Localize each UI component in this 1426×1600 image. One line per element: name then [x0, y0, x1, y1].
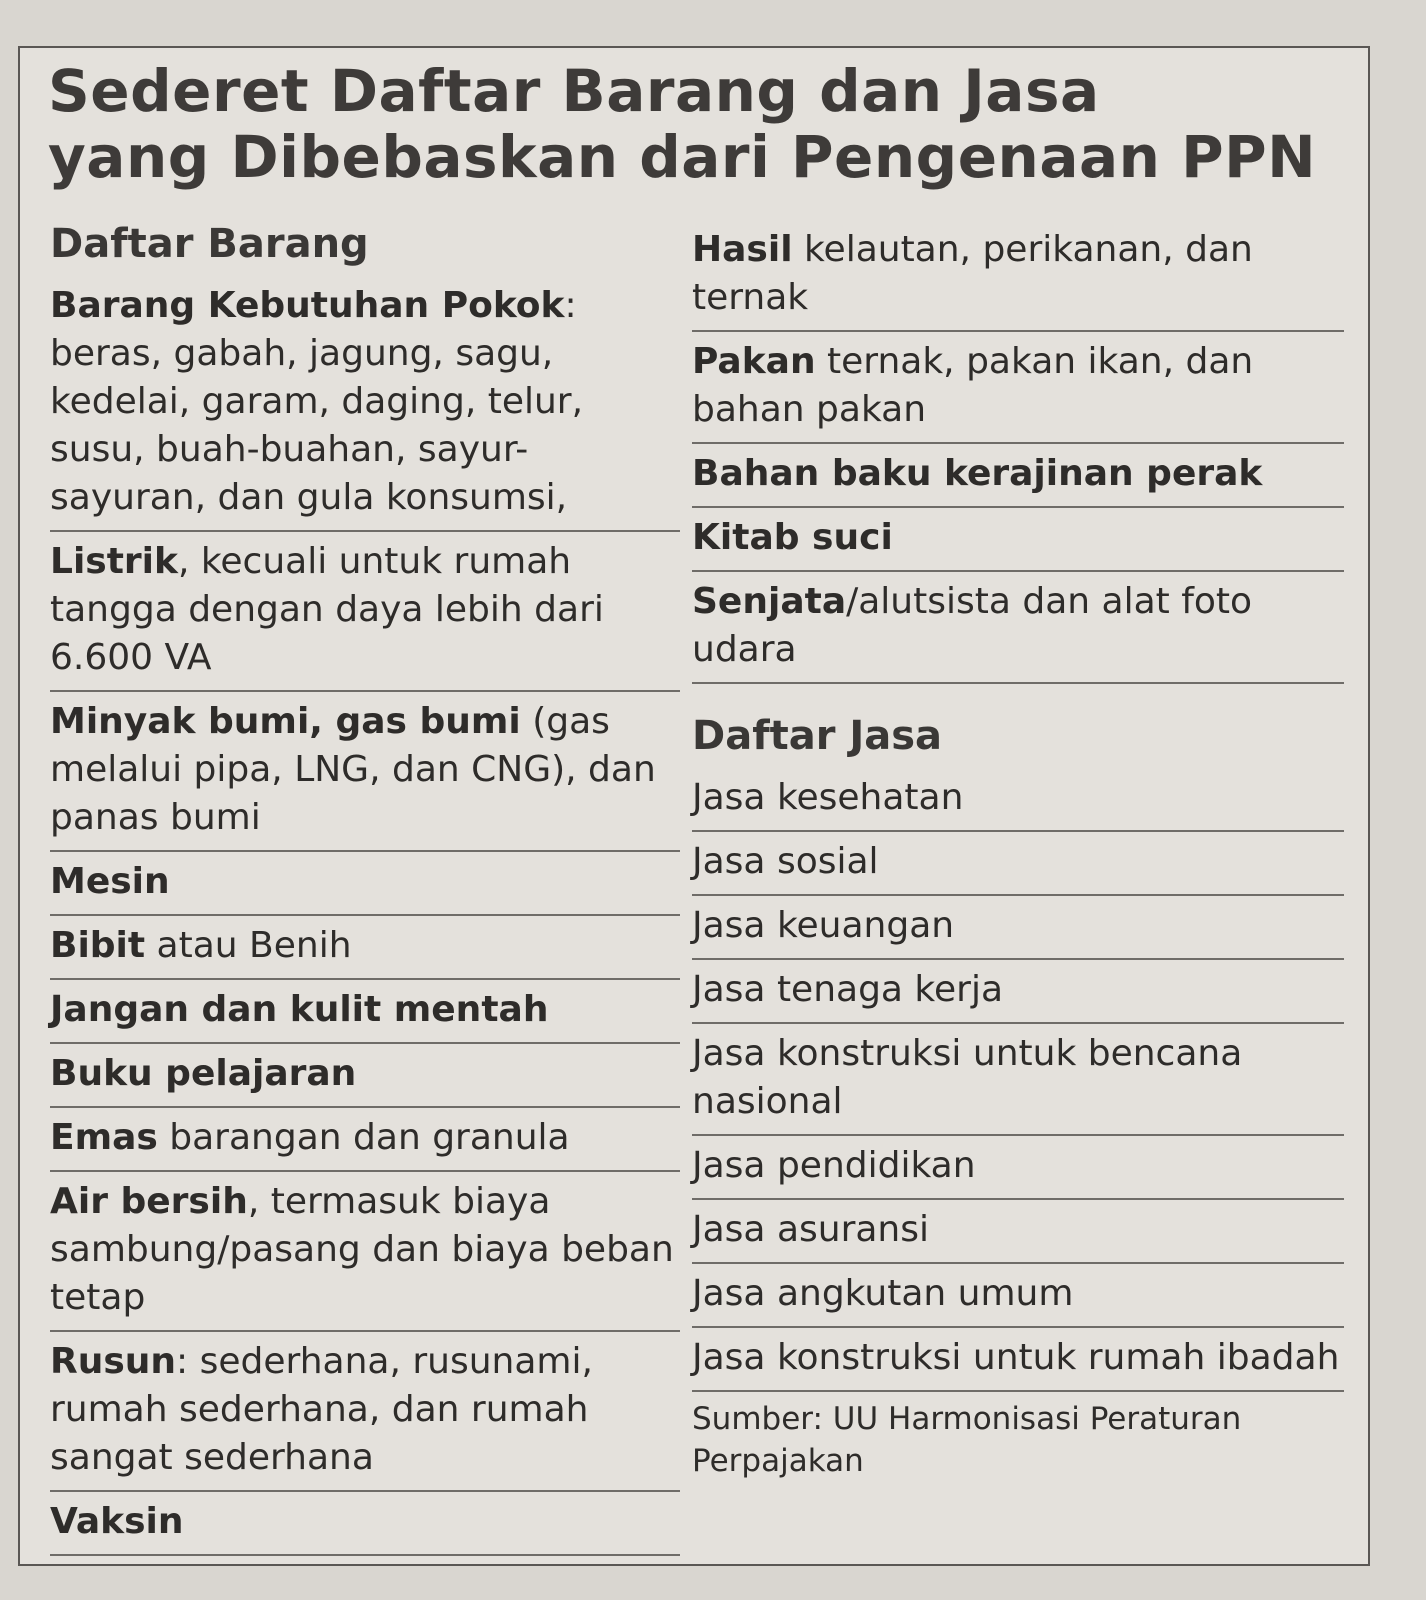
item-jangan-kulit-mentah: Jangan dan kulit mentah	[50, 980, 680, 1044]
heading-daftar-jasa: Daftar Jasa	[692, 713, 943, 759]
item-vaksin: Vaksin	[50, 1492, 680, 1556]
item-kitab-suci: Kitab suci	[692, 508, 1344, 572]
item-jasa-asuransi: Jasa asuransi	[692, 1200, 1344, 1264]
item-barang-kebutuhan-pokok: Barang Kebutuhan Pokok: beras, gabah, jagung, sagu, kedelai, garam, daging, telur, susu, buah-buahan, sayur-sayuran, dan gula konsumsi,	[50, 276, 680, 532]
item-jasa-konstruksi-bencana: Jasa konstruksi untuk bencana nasional	[692, 1024, 1344, 1136]
title-line-2: yang Dibebaskan dari Pengenaan PPN	[48, 123, 1317, 191]
heading-daftar-barang: Daftar Barang	[50, 221, 369, 267]
item-bibit-benih: Bibit atau Benih	[50, 916, 680, 980]
item-bahan-baku-perak: Bahan baku kerajinan perak	[692, 444, 1344, 508]
item-hasil-kelautan: Hasil kelautan, perikanan, dan ternak	[692, 220, 1344, 332]
item-air-bersih: Air bersih, termasuk biaya sambung/pasang dan biaya beban tetap	[50, 1172, 680, 1332]
item-rusun: Rusun: sederhana, rusunami, rumah sederhana, dan rumah sangat sederhana	[50, 1332, 680, 1492]
item-pakan: Pakan ternak, pakan ikan, dan bahan pakan	[692, 332, 1344, 444]
item-mesin: Mesin	[50, 852, 680, 916]
item-minyak-gas-bumi: Minyak bumi, gas bumi (gas melalui pipa, LNG, dan CNG), dan panas bumi	[50, 692, 680, 852]
infobox	[18, 46, 1370, 1566]
title-line-1: Sederet Daftar Barang dan Jasa	[48, 57, 1100, 125]
item-jasa-keuangan: Jasa keuangan	[692, 896, 1344, 960]
column-right	[692, 220, 1344, 1482]
item-buku-pelajaran: Buku pelajaran	[50, 1044, 680, 1108]
item-jasa-kesehatan: Jasa kesehatan	[692, 768, 1344, 832]
source-note: Sumber: UU Harmonisasi Peraturan Perpajakan	[692, 1401, 1242, 1479]
infobox-title	[48, 58, 1328, 190]
item-jasa-sosial: Jasa sosial	[692, 832, 1344, 896]
item-jasa-pendidikan: Jasa pendidikan	[692, 1136, 1344, 1200]
item-emas: Emas barangan dan granula	[50, 1108, 680, 1172]
column-barang	[50, 220, 680, 1556]
item-jasa-tenaga-kerja: Jasa tenaga kerja	[692, 960, 1344, 1024]
item-jasa-angkutan-umum: Jasa angkutan umum	[692, 1264, 1344, 1328]
item-senjata: Senjata/alutsista dan alat foto udara	[692, 572, 1344, 684]
item-listrik: Listrik, kecuali untuk rumah tangga dengan daya lebih dari 6.600 VA	[50, 532, 680, 692]
item-jasa-konstruksi-ibadah: Jasa konstruksi untuk rumah ibadah	[692, 1328, 1344, 1392]
